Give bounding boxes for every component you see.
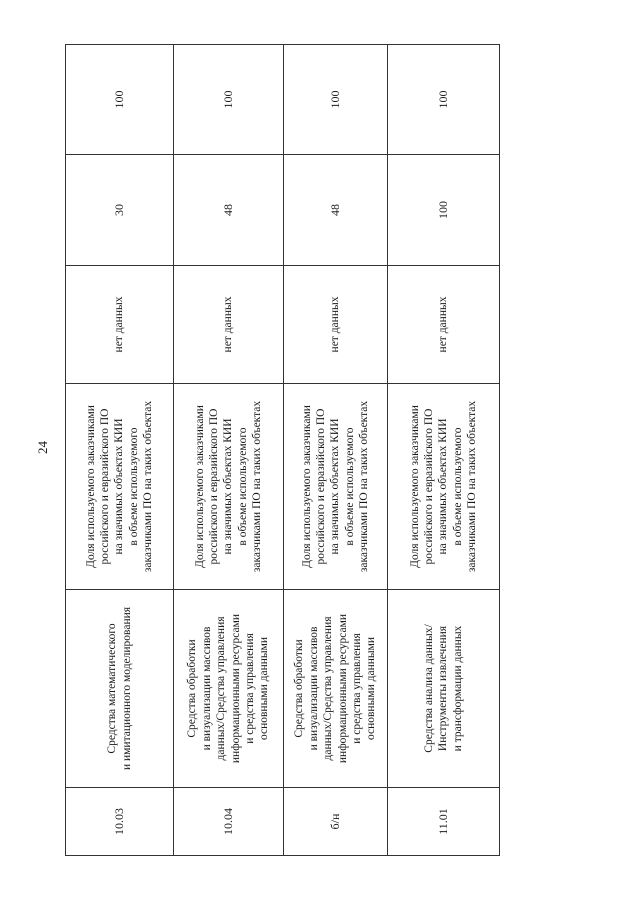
- table-row: [284, 45, 388, 856]
- table-container: [65, 45, 499, 856]
- row-target-value: 48: [174, 155, 284, 266]
- table-row: [388, 45, 500, 856]
- software-share-table: [65, 44, 500, 856]
- row-code: 10.04: [174, 788, 284, 856]
- row-final-value: 100: [66, 45, 174, 155]
- row-target-value: 100: [388, 155, 500, 266]
- row-baseline: нет данных: [388, 266, 500, 384]
- row-indicator: Доля используемого заказчиками российского и евразийского ПО на значимых объектах КИИ в объеме используемого заказчиками ПО на таких объектах: [66, 384, 174, 590]
- row-code: 10.03: [66, 788, 174, 856]
- row-baseline: нет данных: [174, 266, 284, 384]
- row-baseline: нет данных: [66, 266, 174, 384]
- row-target-value: 30: [66, 155, 174, 266]
- row-target-value: 48: [284, 155, 388, 266]
- table-row: [66, 45, 174, 856]
- row-indicator: Доля используемого заказчиками российского и евразийского ПО на значимых объектах КИИ в объеме используемого заказчиками ПО на таких объектах: [284, 384, 388, 590]
- row-software-class: Средства обработки и визуализации массивов данных/Средства управления информационными ресурсами и средства управления основными данными: [174, 590, 284, 788]
- page-number: 24: [35, 441, 50, 454]
- row-code: б/н: [284, 788, 388, 856]
- row-software-class: Средства математического и имитационного моделирования: [66, 590, 174, 788]
- row-indicator: Доля используемого заказчиками российского и евразийского ПО на значимых объектах КИИ в объеме используемого заказчиками ПО на таких объектах: [388, 384, 500, 590]
- row-code: 11.01: [388, 788, 500, 856]
- row-final-value: 100: [284, 45, 388, 155]
- row-final-value: 100: [388, 45, 500, 155]
- row-software-class: Средства анализа данных/ Инструменты извлечения и трансформации данных: [388, 590, 500, 788]
- row-final-value: 100: [174, 45, 284, 155]
- row-indicator: Доля используемого заказчиками российского и евразийского ПО на значимых объектах КИИ в объеме используемого заказчиками ПО на таких объектах: [174, 384, 284, 590]
- table-row: [174, 45, 284, 856]
- row-software-class: Средства обработки и визуализации массивов данных/Средства управления информационными ресурсами и средства управления основными данными: [284, 590, 388, 788]
- row-baseline: нет данных: [284, 266, 388, 384]
